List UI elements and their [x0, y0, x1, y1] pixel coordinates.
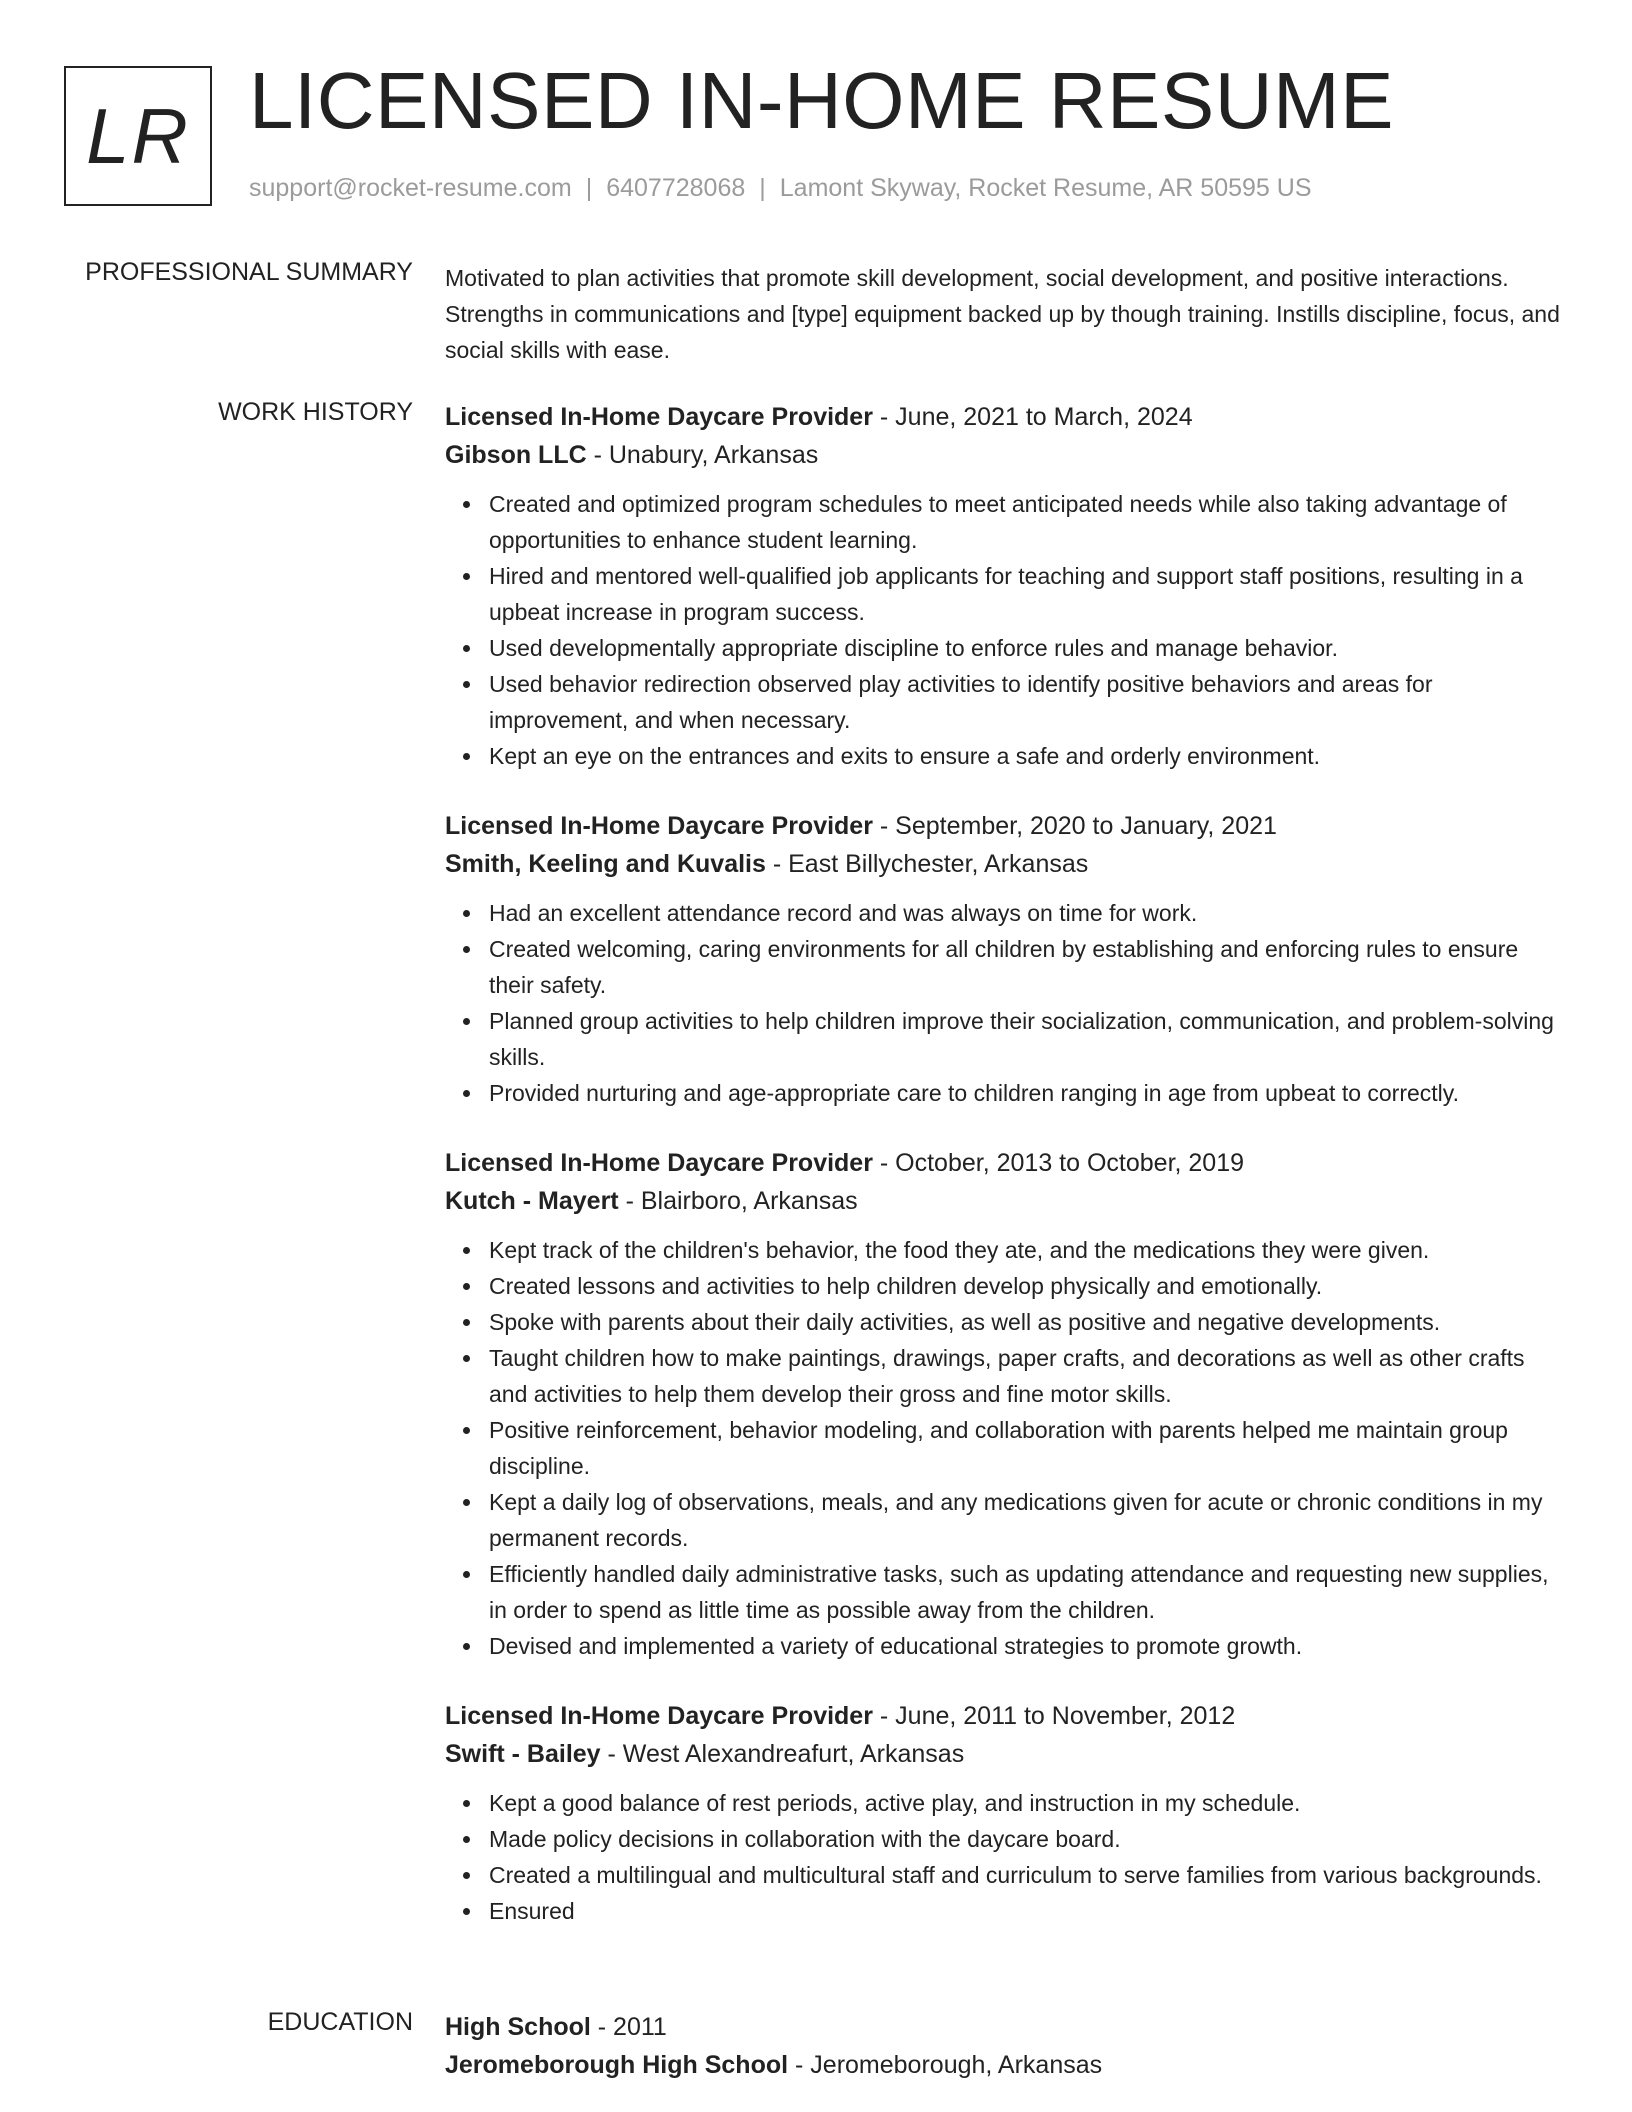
- section-label-work-history: WORK HISTORY: [218, 398, 413, 426]
- contact-address: Lamont Skyway, Rocket Resume, AR 50595 US: [779, 174, 1312, 202]
- duty-item: Created welcoming, caring environments for all children by establishing and enforcing rules to ensure their safety.: [489, 931, 1565, 1003]
- duty-item: Created and optimized program schedules to meet anticipated needs while also taking advantage of opportunities to enhance student learning.: [489, 486, 1565, 558]
- duty-item: Used behavior redirection observed play activities to identify positive behaviors and areas for improvement, and when necessary.: [489, 666, 1565, 738]
- company-line: [445, 436, 1565, 474]
- education-entry: [445, 2008, 1565, 2084]
- summary-text: Motivated to plan activities that promote skill development, social development, and positive interactions. Strengths in communications and [type] equipment backed up by though training. Instills discipline, focus, and social skills with ease.: [445, 265, 1560, 363]
- company-name: Smith, Keeling and Kuvalis: [445, 850, 766, 878]
- duty-item: Provided nurturing and age-appropriate care to children ranging in age from upbeat to correctly.: [489, 1075, 1565, 1111]
- duty-item: Kept a daily log of observations, meals, and any medications given for acute or chronic conditions in my permanent records.: [489, 1484, 1565, 1556]
- job-dates: - October, 2013 to October, 2019: [872, 1149, 1245, 1177]
- company-name: Kutch - Mayert: [445, 1187, 619, 1215]
- duty-item: Had an excellent attendance record and was always on time for work.: [489, 895, 1565, 931]
- degree: High School: [445, 2013, 591, 2041]
- duty-item: Created a multilingual and multicultural staff and curriculum to serve families from various backgrounds.: [489, 1857, 1565, 1893]
- job-duties: [445, 1232, 1565, 1664]
- contact-email: support@rocket-resume.com: [249, 174, 572, 202]
- job-title: Licensed In-Home Daycare Provider: [445, 1702, 873, 1730]
- contact-phone: 6407728068: [606, 174, 746, 202]
- job-entry: [445, 398, 1565, 774]
- job-title-line: [445, 398, 1565, 436]
- duty-item: Planned group activities to help children improve their socialization, communication, and problem-solving skills.: [489, 1003, 1565, 1075]
- duty-item: Spoke with parents about their daily activities, as well as positive and negative developments.: [489, 1304, 1565, 1340]
- job-entry: [445, 1697, 1565, 1929]
- job-entry: [445, 807, 1565, 1111]
- duty-item: Kept an eye on the entrances and exits to ensure a safe and orderly environment.: [489, 738, 1565, 774]
- duty-item: Kept track of the children's behavior, the food they ate, and the medications they were given.: [489, 1232, 1565, 1268]
- job-duties: [445, 486, 1565, 774]
- section-label-summary: PROFESSIONAL SUMMARY: [85, 258, 413, 286]
- section-label-education: EDUCATION: [267, 2008, 413, 2036]
- job-duties: [445, 1785, 1565, 1929]
- job-title: Licensed In-Home Daycare Provider: [445, 403, 873, 431]
- company-name: Swift - Bailey: [445, 1740, 601, 1768]
- contact-separator: |: [759, 174, 766, 202]
- duty-item: Hired and mentored well-qualified job applicants for teaching and support staff positions, resulting in a upbeat increase in program success.: [489, 558, 1565, 630]
- job-duties: [445, 895, 1565, 1111]
- duty-item: Ensured: [489, 1893, 1565, 1929]
- company-location: - Blairboro, Arkansas: [618, 1187, 858, 1215]
- duty-item: Efficiently handled daily administrative tasks, such as updating attendance and requesting new supplies, in order to spend as little time as possible away from the children.: [489, 1556, 1565, 1628]
- school-location: - Jeromeborough, Arkansas: [788, 2051, 1103, 2079]
- duty-item: Devised and implemented a variety of educational strategies to promote growth.: [489, 1628, 1565, 1664]
- company-location: - West Alexandreafurt, Arkansas: [600, 1740, 965, 1768]
- duty-item: Made policy decisions in collaboration with the daycare board.: [489, 1821, 1565, 1857]
- job-title: Licensed In-Home Daycare Provider: [445, 812, 873, 840]
- job-title: Licensed In-Home Daycare Provider: [445, 1149, 873, 1177]
- school-line: [445, 2046, 1565, 2084]
- company-line: [445, 1182, 1565, 1220]
- duty-item: Positive reinforcement, behavior modeling, and collaboration with parents helped me maintain group discipline.: [489, 1412, 1565, 1484]
- company-location: - East Billychester, Arkansas: [765, 850, 1089, 878]
- contact-line: [249, 174, 1312, 203]
- company-location: - Unabury, Arkansas: [586, 441, 819, 469]
- duty-item: Kept a good balance of rest periods, active play, and instruction in my schedule.: [489, 1785, 1565, 1821]
- monogram-logo: LR: [64, 66, 212, 206]
- company-line: [445, 845, 1565, 883]
- job-title-line: [445, 1697, 1565, 1735]
- job-dates: - June, 2011 to November, 2012: [872, 1702, 1236, 1730]
- work-history-list: [445, 398, 1565, 1929]
- contact-separator: |: [585, 174, 593, 202]
- job-dates: - September, 2020 to January, 2021: [872, 812, 1277, 840]
- job-title-line: [445, 807, 1565, 845]
- degree-line: [445, 2008, 1565, 2046]
- school-name: Jeromeborough High School: [445, 2051, 789, 2079]
- graduation-year: - 2011: [590, 2013, 667, 2041]
- job-entry: [445, 1144, 1565, 1664]
- duty-item: Taught children how to make paintings, drawings, paper crafts, and decorations as well as other crafts and activities to help them develop their gross and fine motor skills.: [489, 1340, 1565, 1412]
- duty-item: Used developmentally appropriate discipline to enforce rules and manage behavior.: [489, 630, 1565, 666]
- job-title-line: [445, 1144, 1565, 1182]
- job-dates: - June, 2021 to March, 2024: [872, 403, 1193, 431]
- duty-item: Created lessons and activities to help children develop physically and emotionally.: [489, 1268, 1565, 1304]
- company-name: Gibson LLC: [445, 441, 587, 469]
- company-line: [445, 1735, 1565, 1773]
- resume-title: LICENSED IN-HOME RESUME: [249, 56, 1394, 145]
